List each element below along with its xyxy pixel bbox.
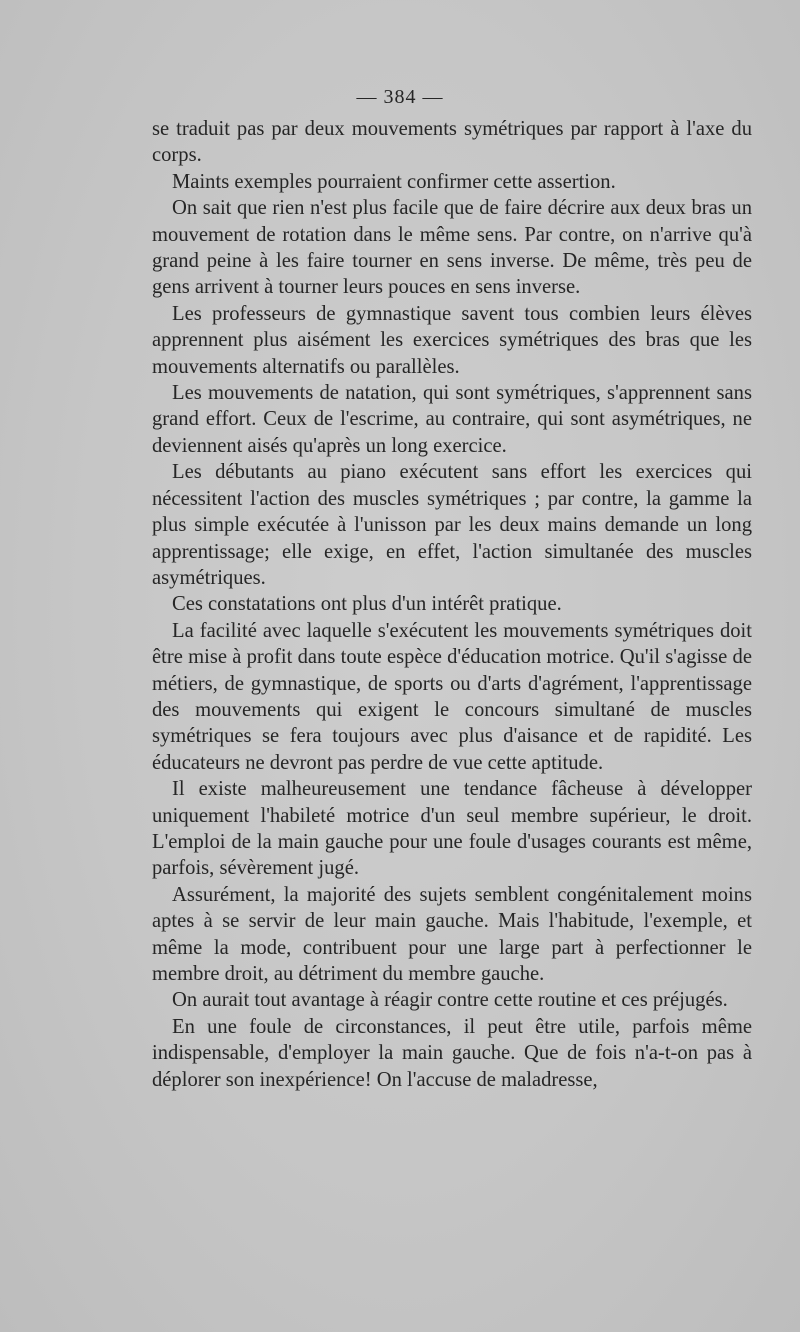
paragraph: Maints exemples pourraient confirmer cette assertion.	[172, 170, 616, 193]
paragraph-continuation: se traduit pas par deux mouvements symétriques par rapport à l'axe du corps.	[152, 118, 752, 167]
paragraph: En une foule de circonstances, il peut être utile, parfois même indispensable, d'employer la main gauche. Que de fois n'a-t-on pas à déplorer son inexpérience! On l'accuse de maladresse,	[152, 1015, 752, 1091]
paragraph: Ces constatations ont plus d'un intérêt pratique.	[172, 593, 562, 616]
paragraph: Il existe malheureusement une tendance fâcheuse à développer uniquement l'habileté motrice d'un seul membre supérieur, le droit. L'emploi de la main gauche pour une foule d'usages courants est même, parfois, sévèrement jugé.	[152, 778, 752, 880]
paragraph: On sait que rien n'est plus facile que de faire décrire aux deux bras un mouvement de rotation dans le même sens. Par contre, on n'arrive qu'à grand peine à les faire tourner en sens inverse. De même, très peu de gens arrivent à tourner leurs pouces en sens inverse.	[152, 197, 752, 299]
paragraph: Les professeurs de gymnastique savent tous combien leurs élèves apprennent plus aisément les exercices symétriques des bras que les mouvements alternatifs ou parallèles.	[152, 302, 752, 378]
page-number: — 384 —	[356, 86, 444, 108]
paragraph: La facilité avec laquelle s'exécutent les mouvements symétriques doit être mise à profit dans toute espèce d'éducation motrice. Qu'il s'agisse de métiers, de gymnastique, de sports ou d'arts d'agrément, l'apprentissage des mouvements qui exigent le concours simultané de muscles symétriques se fera toujours avec plus d'aisance et de rapidité. Les éducateurs ne devront pas perdre de vue cette aptitude.	[152, 619, 752, 774]
paragraph: Les débutants au piano exécutent sans effort les exercices qui nécessitent l'action des muscles symétriques ; par contre, la gamme la plus simple exécutée à l'unisson par les deux mains demande un long apprentissage; elle exige, en effet, l'action simultanée des muscles asymétriques.	[152, 461, 752, 589]
paragraph: Les mouvements de natation, qui sont symétriques, s'apprennent sans grand effort. Ceux de l'escrime, au contraire, qui sont asymétriques, ne deviennent aisés qu'après un long exercice.	[152, 382, 752, 457]
paragraph: On aurait tout avantage à réagir contre cette routine et ces préjugés.	[172, 989, 728, 1012]
paragraph: Assurément, la majorité des sujets semblent congénitalement moins aptes à se servir de leur main gauche. Mais l'habitude, l'exemple, et même la mode, contribuent pour une large part à perfectionner le membre droit, au détriment du membre gauche.	[152, 883, 752, 985]
body-text	[152, 116, 752, 1093]
